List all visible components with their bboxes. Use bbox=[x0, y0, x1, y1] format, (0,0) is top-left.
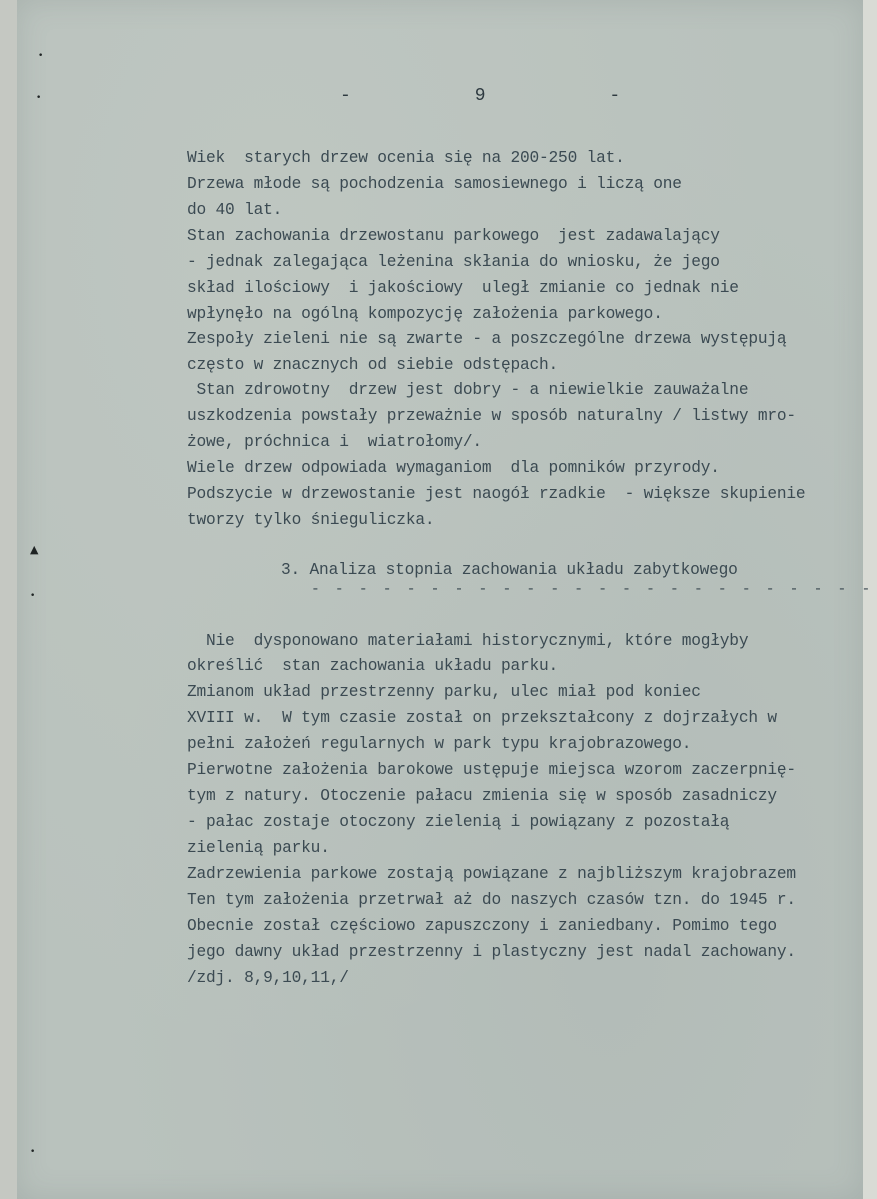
text-line: /zdj. 8,9,10,11,/ bbox=[187, 969, 349, 987]
text-line: Wiele drzew odpowiada wymaganiom dla pomników przyrody. bbox=[187, 459, 720, 477]
text-line: Zmianom układ przestrzenny parku, ulec miał pod koniec bbox=[187, 683, 701, 701]
page-number: 9 bbox=[474, 86, 486, 106]
page-dash-left: - bbox=[340, 86, 351, 106]
text-line: uszkodzenia powstały przeważnie w sposób naturalny / listwy mro- bbox=[187, 407, 796, 425]
text-line: Wiek starych drzew ocenia się na 200-250 lat. bbox=[187, 149, 625, 167]
page-dash-right: - bbox=[609, 86, 620, 106]
text-line: skład ilościowy i jakościowy uległ zmianie co jednak nie bbox=[187, 279, 739, 297]
page-number-header bbox=[340, 86, 620, 106]
text-line: Drzewa młode są pochodzenia samosiewnego i liczą one bbox=[187, 175, 682, 193]
scan-dot: • bbox=[30, 1147, 36, 1157]
text-line: Zespoły zieleni nie są zwarte - a poszczególne drzewa występują bbox=[187, 330, 787, 348]
text-line: tym z natury. Otoczenie pałacu zmienia się w sposób zasadniczy bbox=[187, 787, 777, 805]
scan-dot: • bbox=[38, 51, 44, 61]
text-line: Pierwotne założenia barokowe ustępuje miejsca wzorom zaczerpnię- bbox=[187, 761, 796, 779]
text-line: Ten tym założenia przetrwał aż do naszych czasów tzn. do 1945 r. bbox=[187, 891, 796, 909]
text-line: XVIII w. W tym czasie został on przekształcony z dojrzałych w bbox=[187, 709, 777, 727]
text-line: często w znacznych od siebie odstępach. bbox=[187, 356, 559, 374]
text-line: Zadrzewienia parkowe zostają powiązane z najbliższym krajobrazem bbox=[187, 865, 796, 883]
scan-dot: ▲ bbox=[30, 543, 39, 556]
text-line: określić stan zachowania układu parku. bbox=[187, 657, 559, 675]
text-line: żowe, próchnica i wiatrołomy/. bbox=[187, 433, 482, 451]
text-line: Nie dysponowano materiałami historycznymi, które mogłyby bbox=[187, 632, 749, 650]
text-line: Obecnie został częściowo zapuszczony i zaniedbany. Pomimo tego bbox=[187, 917, 777, 935]
section-heading-underline: - - - - - - - - - - - - - - - - - - - - - - - - bbox=[311, 582, 874, 598]
text-line: tworzy tylko śnieguliczka. bbox=[187, 511, 435, 529]
text-line: zielenią parku. bbox=[187, 839, 330, 857]
text-line: Stan zdrowotny drzew jest dobry - a niewielkie zauważalne bbox=[187, 381, 749, 399]
text-line: - jednak zalegająca leżenina skłania do wniosku, że jego bbox=[187, 253, 720, 271]
text-line: Stan zachowania drzewostanu parkowego jest zadawalający bbox=[187, 227, 720, 245]
scan-dot: • bbox=[30, 591, 36, 601]
scan-dot: • bbox=[36, 93, 42, 103]
text-line: - pałac zostaje otoczony zielenią i powiązany z pozostałą bbox=[187, 813, 730, 831]
text-line: Podszycie w drzewostanie jest naogół rzadkie - większe skupienie bbox=[187, 485, 806, 503]
text-line: pełni założeń regularnych w park typu krajobrazowego. bbox=[187, 735, 692, 753]
text-line: wpłynęło na ogólną kompozycję założenia parkowego. bbox=[187, 305, 663, 323]
text-line: jego dawny układ przestrzenny i plastyczny jest nadal zachowany. bbox=[187, 943, 796, 961]
section-heading: 3. Analiza stopnia zachowania układu zabytkowego bbox=[281, 561, 738, 579]
text-line: do 40 lat. bbox=[187, 201, 283, 219]
